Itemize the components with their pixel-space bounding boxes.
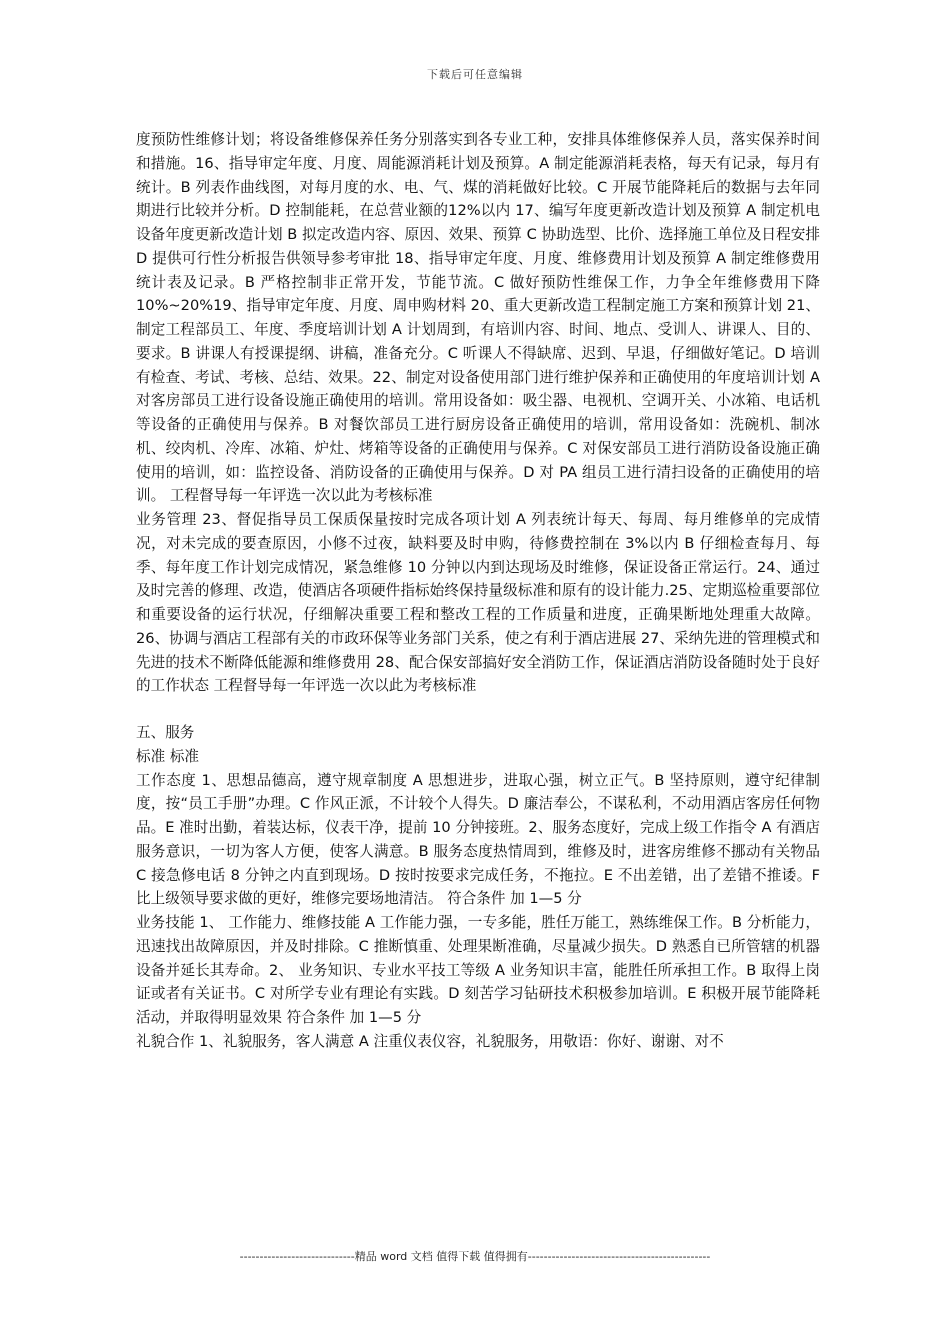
paragraph-business-skills: 业务技能 1、 工作能力、维修技能 A 工作能力强，一专多能，胜任万能工，熟练维保工作。B 分析能力，迅速找出故障原因，并及时排除。C 推断慎重、处理果断准确，尽量减少损失。D 熟悉自已所管辖的机器设备并延长其寿命。2、 业务知识、专业水平技工等级 A 业务知识丰富，能胜任所承担工作。B 取得上岗证或者有关证书。C 对所学专业有理论有实践。D 刻苦学习钻研技术积极参加培训。E 积极开展节能降耗活动，并取得明显效果 符合条件 加 1—5 分 bbox=[136, 914, 820, 1026]
paragraph-work-attitude: 工作态度 1、思想品德高，遵守规章制度 A 思想进步，进取心强，树立正气。B 坚持原则，遵守纪律制度，按“员工手册”办理。C 作风正派，不计较个人得失。D 廉洁奉公，不谋私利，不动用酒店客房任何物品。E 准时出勤，着装达标，仪表干净，提前 10 分钟接班。2、服务态度好，完成上级工作指令 A 有酒店服务意识，一切为客人方便，使客人满意。B 服务态度热情周到，维修及时，进客房维修不挪动有关物品 C 接急修电话 8 分钟之内直到现场。D 按时按要求完成任务，不拖拉。E 不出差错，出了差错不推诿。F 比上级领导要求做的更好，维修完要场地清洁。 符合条件 加 1—5 分 bbox=[136, 771, 820, 908]
document-body bbox=[136, 128, 820, 1054]
paragraph-standard-label: 标准 标准 bbox=[136, 747, 200, 765]
page-header: 下载后可任意编辑 bbox=[427, 68, 523, 81]
page-footer: -----------------------------精品 word 文档 值得下载 值得拥有---------------------------------------------- bbox=[239, 1250, 711, 1263]
paragraph-business-management: 业务管理 23、督促指导员工保质保量按时完成各项计划 A 列表统计每天、每周、每月维修单的完成情况，对未完成的要查原因，小修不过夜，缺料要及时申购，待修费控制在 3%以内 B 仔细检查每月、每季、每年度工作计划完成情况，紧急维修 10 分钟以内到达现场及时维修，保证设备正常运行。24、通过及时完善的修理、改造，使酒店各项硬件指标始终保持量级标准和原有的设计能力.25、定期巡检重要部位和重要设备的运行状况，仔细解决重要工程和整改工程的工作质量和进度，正确果断地处理重大故障。26、协调与酒店工程部有关的市政环保等业务部门关系，使之有利于酒店进展 27、采纳先进的管理模式和先进的技术不断降低能源和维修费用 28、配合保安部搞好安全消防工作，保证酒店消防设备随时处于良好的工作状态 工程督导每一年评选一次以此为考核标准 bbox=[136, 511, 820, 695]
paragraph-courtesy-cooperation: 礼貌合作 1、礼貌服务，客人满意 A 注重仪表仪容，礼貌服务，用敬语：你好、谢谢、对不 bbox=[136, 1032, 724, 1050]
section-heading-service: 五、服务 bbox=[136, 724, 195, 741]
paragraph-maintenance-plans: 度预防性维修计划；将设备维修保养任务分别落实到各专业工种，安排具体维修保养人员，落实保养时间和措施。16、指导审定年度、月度、周能源消耗计划及预算。A 制定能源消耗表格，每天有记录，每月有统计。B 列表作曲线图，对每月度的水、电、气、煤的消耗做好比较。C 开展节能降耗后的数据与去年同期进行比较并分析。D 控制能耗，在总营业额的12%以内 17、编写年度更新改造计划及预算 A 制定机电设备年度更新改造计划 B 拟定改造内容、原因、效果、预算 C 协助选型、比价、选择施工单位及日程安排 D 提供可行性分析报告供领导参考审批 18、指导审定年度、月度、维修费用计划及预算 A 制定维修费用统计表及记录。B 严格控制非正常开发，节能节流。C 做好预防性维保工作，力争全年维修费用下降10%~20%19、指导审定年度、月度、周申购材料 20、重大更新改造工程制定施工方案和预算计划 21、制定工程部员工、年度、季度培训计划 A 计划周到，有培训内容、时间、地点、受训人、讲课人、目的、要求。B 讲课人有授课提纲、讲稿，准备充分。C 听课人不得缺席、迟到、早退，仔细做好笔记。D 培训有检查、考试、考核、总结、效果。22、制定对设备使用部门进行维护保养和正确使用的年度培训计划 A 对客房部员工进行设备设施正确使用的培训。常用设备如：吸尘器、电视机、空调开关、小冰箱、电话机等设备的正确使用与保养。B 对餐饮部员工进行厨房设备正确使用的培训，常用设备如：洗碗机、制冰机、绞肉机、冷库、冰箱、炉灶、烤箱等设备的正确使用与保养。C 对保安部员工进行消防设备设施正确使用的培训，如：监控设备、消防设备的正确使用与保养。D 对 PA 组员工进行清扫设备的正确使用的培训。 工程督导每一年评选一次以此为考核标准 bbox=[136, 131, 820, 505]
